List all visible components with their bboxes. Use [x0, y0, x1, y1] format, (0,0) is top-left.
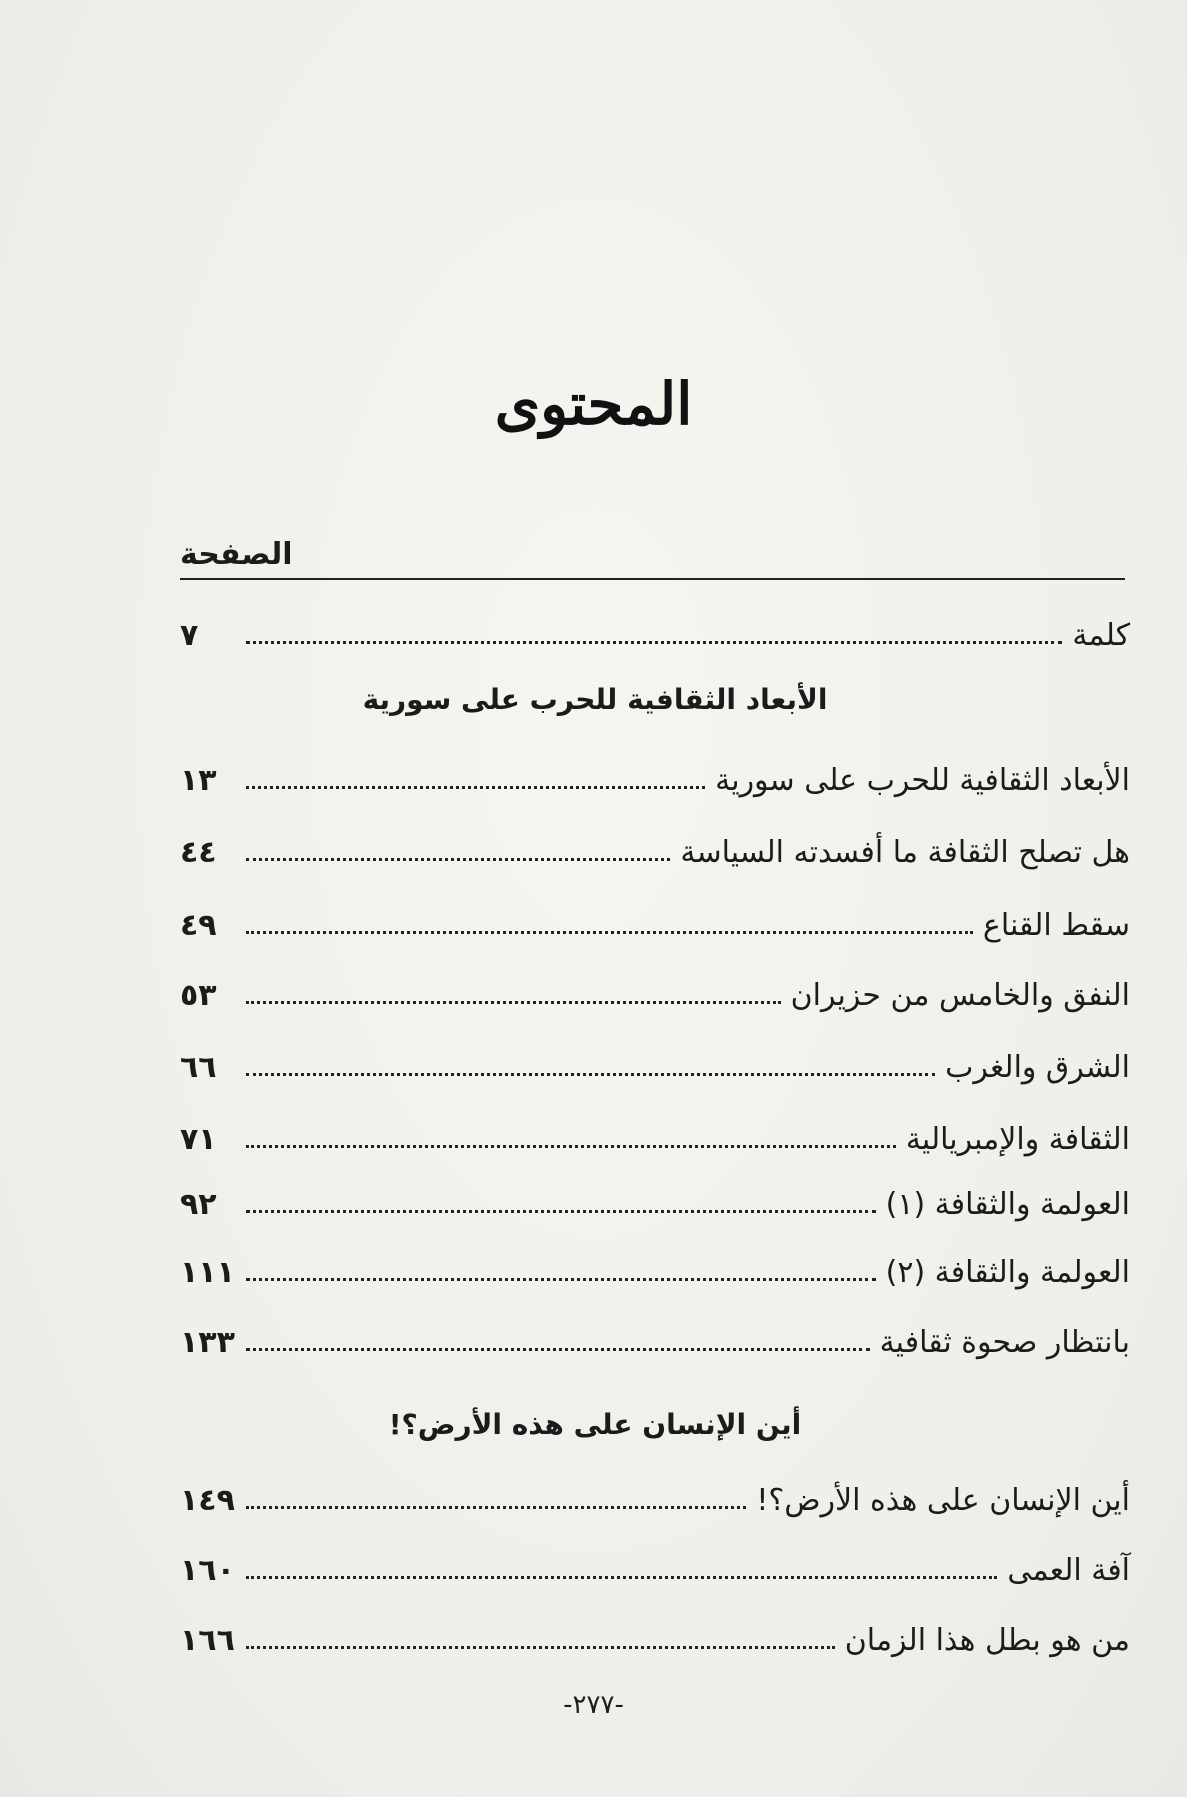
- dot-leader: [246, 641, 1062, 644]
- page-column-label: الصفحة: [180, 537, 293, 572]
- section-heading: أين الإنسان على هذه الأرض؟!: [388, 1408, 802, 1441]
- entry-page-number: ١٣: [180, 763, 217, 798]
- entry-page-number: ١١١: [180, 1255, 235, 1290]
- toc-entry: [180, 963, 1130, 1013]
- entry-title: الثقافة والإمبريالية: [905, 1122, 1130, 1157]
- toc-entry: [180, 893, 1130, 943]
- entry-page-number: ٧١: [180, 1122, 217, 1157]
- toc-entry: [180, 1240, 1130, 1290]
- toc-entry: [180, 1468, 1130, 1518]
- entry-title: بانتظار صحوة ثقافية: [879, 1325, 1130, 1360]
- entry-page-number: ٩٢: [180, 1187, 217, 1222]
- dot-leader: [246, 1646, 835, 1649]
- dot-leader: [246, 931, 973, 934]
- dot-leader: [246, 1576, 997, 1579]
- page-number: -٢٧٧-: [563, 1690, 624, 1720]
- dot-leader: [246, 1278, 876, 1281]
- toc-entry: [180, 1608, 1130, 1658]
- entry-page-number: ١٦٠: [180, 1553, 235, 1588]
- page-title: المحتوى: [494, 370, 693, 438]
- toc-entry: [180, 1172, 1130, 1222]
- toc-entry: [180, 1538, 1130, 1588]
- entry-page-number: ٤٤: [180, 835, 217, 870]
- dot-leader: [246, 786, 705, 789]
- toc-entry: [180, 748, 1130, 798]
- dot-leader: [246, 1506, 746, 1509]
- entry-title: النفق والخامس من حزيران: [790, 978, 1130, 1013]
- entry-page-number: ١٦٦: [180, 1623, 235, 1658]
- entry-page-number: ٧: [180, 618, 199, 653]
- toc-entry: [180, 603, 1130, 653]
- entry-title: هل تصلح الثقافة ما أفسدته السياسة: [680, 835, 1130, 870]
- toc-entry: [180, 820, 1130, 870]
- toc-entry: [180, 1310, 1130, 1360]
- entry-page-number: ٤٩: [180, 908, 217, 943]
- entry-title: من هو بطل هذا الزمان: [844, 1623, 1130, 1658]
- dot-leader: [246, 1210, 876, 1213]
- dot-leader: [246, 1073, 935, 1076]
- dot-leader: [246, 1001, 781, 1004]
- entry-title: كلمة: [1072, 618, 1130, 653]
- entry-title: الأبعاد الثقافية للحرب على سورية: [715, 763, 1130, 798]
- entry-title: أين الإنسان على هذه الأرض؟!: [756, 1483, 1130, 1518]
- entry-title: الشرق والغرب: [945, 1050, 1130, 1085]
- entry-title: آفة العمى: [1007, 1553, 1130, 1588]
- toc-entry: [180, 1107, 1130, 1157]
- toc-header: [180, 528, 1125, 580]
- entry-page-number: ١٣٣: [180, 1325, 235, 1360]
- entry-page-number: ١٤٩: [180, 1483, 235, 1518]
- dot-leader: [246, 858, 670, 861]
- entry-page-number: ٦٦: [180, 1050, 217, 1085]
- section-heading: الأبعاد الثقافية للحرب على سورية: [362, 683, 828, 716]
- entry-title: سقط القناع: [982, 908, 1130, 943]
- entry-title: العولمة والثقافة (١): [885, 1187, 1130, 1222]
- dot-leader: [246, 1348, 870, 1351]
- dot-leader: [246, 1145, 896, 1148]
- toc-entry: [180, 1035, 1130, 1085]
- entry-page-number: ٥٣: [180, 978, 217, 1013]
- entry-title: العولمة والثقافة (٢): [885, 1255, 1130, 1290]
